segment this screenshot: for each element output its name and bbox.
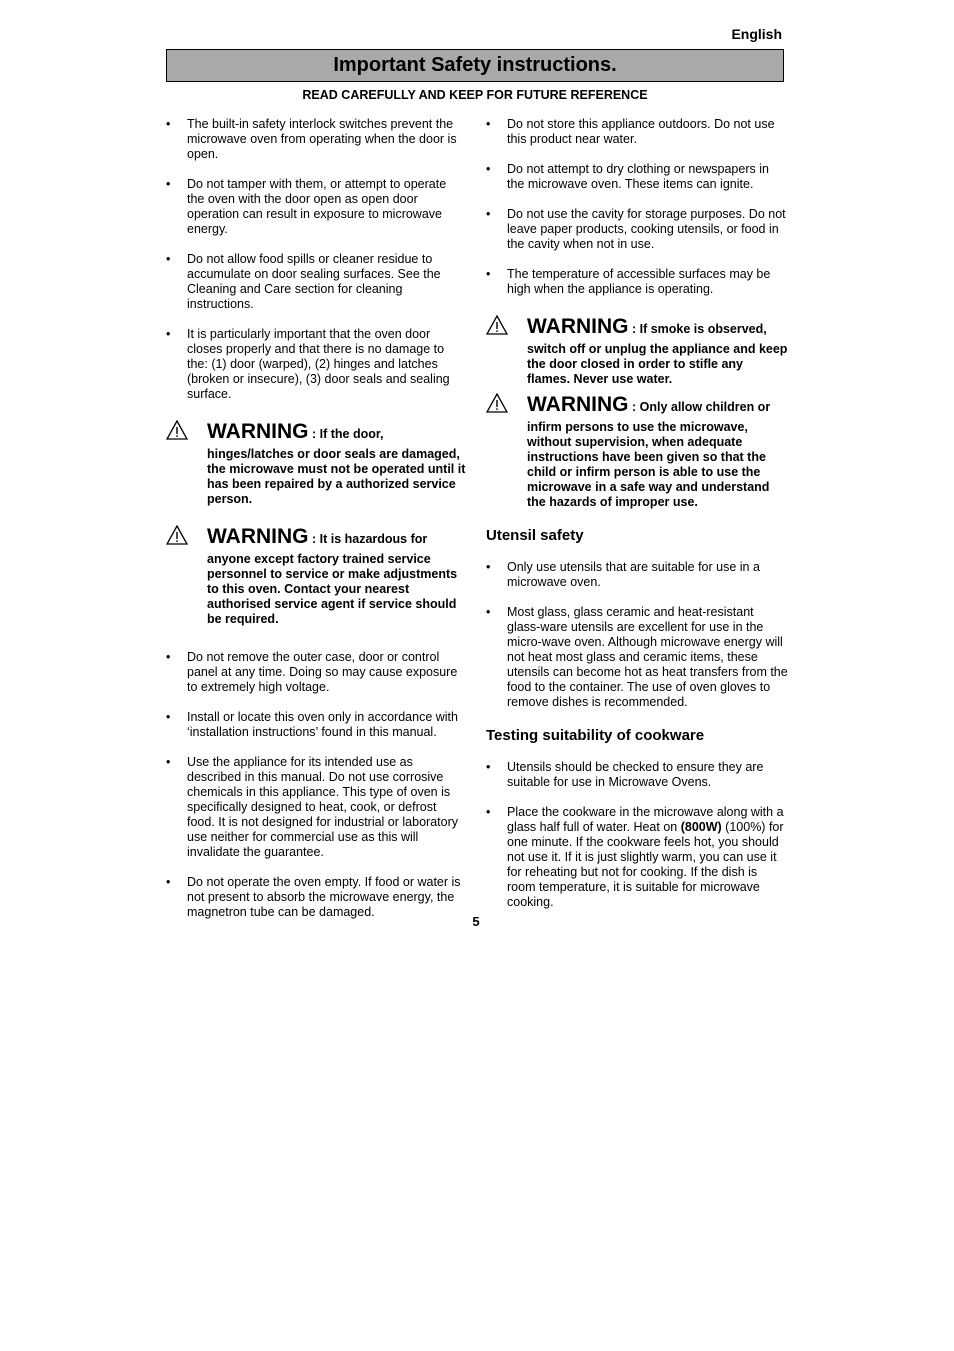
list-item <box>486 207 788 252</box>
bullet-dot: • <box>486 117 491 131</box>
bullet-dot: • <box>486 760 491 774</box>
list-item <box>486 267 788 297</box>
bullet-dot: • <box>486 605 491 619</box>
list-item <box>166 327 466 402</box>
list-item <box>166 710 466 740</box>
bullet-dot: • <box>166 327 171 341</box>
section-heading-testing-cookware: Testing suitability of cookware <box>486 727 705 744</box>
list-item <box>486 760 788 790</box>
warning-block <box>486 315 788 387</box>
list-item <box>166 177 466 237</box>
page-title: Important Safety instructions. <box>333 54 617 76</box>
warning-word: WARNING <box>527 315 629 338</box>
warning-block <box>166 420 466 507</box>
list-item-text: Utensils should be checked to ensure they are suitable for use in Microwave Ovens. <box>507 760 764 789</box>
list-item-text: Install or locate this oven only in accordance with ‘installation instructions’ found in this manual. <box>187 710 458 739</box>
warning-triangle-icon <box>486 315 508 335</box>
list-item-text-part: (100%) for one minute. If the cookware feels hot, you should not use it. If it is just slightly warm, you can use it for reheating but not for cooking. If the dish is room temperature, it is suitable for microwave cooking. <box>507 820 784 909</box>
list-item-text: Do not remove the outer case, door or control panel at any time. Doing so may cause exposure to extremely high voltage. <box>187 650 458 694</box>
list-item <box>166 252 466 312</box>
bullet-dot: • <box>166 875 171 889</box>
bullet-dot: • <box>166 117 171 131</box>
list-item-text: Do not allow food spills or cleaner residue to accumulate on door sealing surfaces. See the Cleaning and Care section for cleaning instructions. <box>187 252 441 311</box>
list-item-text: Do not store this appliance outdoors. Do not use this product near water. <box>507 117 775 146</box>
list-item-text: Most glass, glass ceramic and heat-resistant glass-ware utensils are excellent for use in the micro-wave oven. Although microwave energy will not heat most glass and ceramic items, these utensils can become hot as heat transfers from the food to the container. The use of oven gloves to remove dishes is recommended. <box>507 605 788 709</box>
warning-lead: : It is hazardous for <box>308 532 428 546</box>
list-item <box>486 162 788 192</box>
warning-text: infirm persons to use the microwave, without supervision, when adequate instructions have been given so that the child or infirm person is able to use the microwave in a safe way and understand the hazards of improper use. <box>527 420 770 509</box>
page-number: 5 <box>472 914 480 929</box>
list-item-text: Only use utensils that are suitable for use in a microwave oven. <box>507 560 760 589</box>
bullet-dot: • <box>166 650 171 664</box>
warning-word: WARNING <box>527 393 629 416</box>
bullet-dot: • <box>166 177 171 191</box>
warning-triangle-icon <box>166 525 188 545</box>
list-item <box>486 605 788 710</box>
warning-text: hinges/latches or door seals are damaged, the microwave must not be operated until it has been repaired by a authorized service person. <box>207 447 466 506</box>
bullet-dot: • <box>486 560 491 574</box>
section-heading-utensil-safety: Utensil safety <box>486 527 584 544</box>
warning-block <box>166 525 466 627</box>
bullet-dot: • <box>166 710 171 724</box>
warning-triangle-icon <box>486 393 508 413</box>
warning-triangle-icon <box>166 420 188 440</box>
bullet-dot: • <box>166 252 171 266</box>
warning-lead: : If smoke is observed, <box>628 322 767 336</box>
language-label: English <box>731 26 782 42</box>
bullet-dot: • <box>486 207 491 221</box>
list-item <box>166 875 466 920</box>
warning-lead: : Only allow children or <box>628 400 771 414</box>
list-item-text: Use the appliance for its intended use as described in this manual. Do not use corrosive chemicals in this appliance. This type of oven is specifically designed to heat, cook, or defrost food. It is not designed for industrial or laboratory use neither for commercial use as this will invalidate the guarantee. <box>187 755 458 859</box>
list-item-text: The built-in safety interlock switches prevent the microwave oven from operating when the door is open. <box>187 117 457 161</box>
bullet-dot: • <box>166 755 171 769</box>
warning-text: anyone except factory trained service personnel to service or make adjustments to this oven. Contact your nearest authorised service agent if service should be required. <box>207 552 458 626</box>
list-item <box>486 117 788 147</box>
list-item <box>166 650 466 695</box>
list-item <box>166 755 466 860</box>
warning-text: switch off or unplug the appliance and keep the door closed in order to stifle any flames. Never use water. <box>527 342 788 386</box>
list-item <box>166 117 466 162</box>
list-item-text <box>507 805 784 909</box>
list-item-text: It is particularly important that the oven door closes properly and that there is no damage to the: (1) door (warped), (2) hinges and latches (broken or insecure), (3) door seals and sealing surface. <box>187 327 450 401</box>
title-banner <box>166 49 784 82</box>
warning-lead: : If the door, <box>308 427 384 441</box>
warning-block <box>486 393 788 510</box>
list-item-text: Do not operate the oven empty. If food or water is not present to absorb the microwave energy, the magnetron tube can be damaged. <box>187 875 461 919</box>
warning-word: WARNING <box>207 420 309 443</box>
list-item <box>486 560 788 590</box>
bullet-dot: • <box>486 805 491 819</box>
bullet-dot: • <box>486 267 491 281</box>
left-column <box>166 117 466 935</box>
list-item <box>486 805 788 910</box>
list-item-text: Do not attempt to dry clothing or newspapers in the microwave oven. These items can ignite. <box>507 162 769 191</box>
list-item-text: Do not use the cavity for storage purposes. Do not leave paper products, cooking utensils, or food in the cavity when not in use. <box>507 207 786 251</box>
list-item-text-part: Place the cookware in the microwave along with a glass half full of water. Heat on <box>507 805 784 834</box>
right-column <box>486 117 788 925</box>
warning-word: WARNING <box>207 525 309 548</box>
power-setting: (800W) <box>680 820 722 834</box>
bullet-dot: • <box>486 162 491 176</box>
list-item-text: The temperature of accessible surfaces may be high when the appliance is operating. <box>507 267 771 296</box>
list-item-text: Do not tamper with them, or attempt to operate the oven with the door open as open door operation can result in exposure to microwave energy. <box>187 177 447 236</box>
subtitle: READ CAREFULLY AND KEEP FOR FUTURE REFERENCE <box>302 88 648 102</box>
